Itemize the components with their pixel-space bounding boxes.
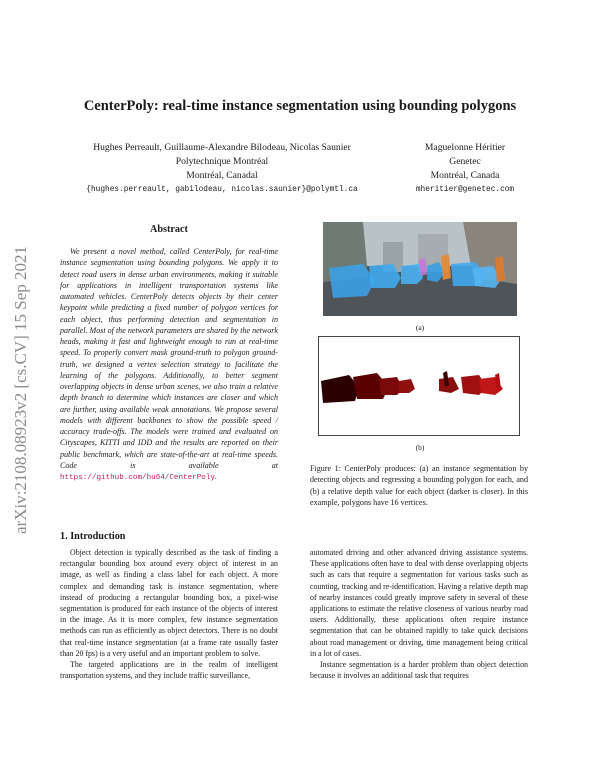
code-link[interactable]: https://github.com/hu64/CenterPoly	[60, 474, 215, 482]
figure-label-b: (b)	[415, 443, 425, 452]
abstract-text: We present a novel method, called CenterPoly, for real-time instance segmentation using bounding polygons. We apply it to detect road users in dense urban environments, making it suitable for applications in intelligent transportation systems like automated vehicles. CenterPoly detects objects by their center keypoint while predicting a fixed number of polygon vertices for each object, thus performing detection and segmentation in parallel. Most of the network parameters are shared by the network heads, making it fast and lightweight enough to run at real-time speed. To properly convert mask ground-truth to polygon ground-truth, we designed a vertex selection strategy to facilitate the learning of the polygons. Additionally, to better segment overlapping objects in dense urban scenes, we also train a relative depth branch to determine which instances are closer and which are further, using available weak annotations. We propose several models with different backbones to show the possible speed / accuracy trade-offs. The models were trained and evaluated on Cityscapes, KITTI and IDD and the results are reported on their public benchmark, which are state-of-the-art at real-time speeds. Code is available at	[60, 247, 278, 470]
author-city: Montréal, Canada	[430, 170, 500, 181]
arxiv-side-stamp	[4, 210, 34, 570]
author-name: Maguelonne Héritier	[424, 142, 506, 153]
abstract-heading: Abstract	[150, 224, 188, 235]
right-column-body	[310, 547, 528, 681]
intro-body	[60, 547, 278, 681]
figure-caption: Figure 1: CenterPoly produces: (a) an instance segmentation by detecting objects and regressing a bounding polygon for each, and (b) a relative depth value for each object (darker is closer). In this example, polygons have 16 vertices.	[310, 464, 528, 508]
author-city: Montréal, Canadal	[186, 170, 258, 181]
intro-paragraph: The targeted applications are in the realm of intelligent transportation systems, and they include traffic surveillance,	[60, 660, 278, 681]
figure-image-b	[318, 336, 520, 436]
paper-title: CenterPoly: real-time instance segmentation using bounding polygons	[83, 98, 517, 114]
figure-label-a: (a)	[415, 323, 425, 332]
intro-heading: 1. Introduction	[60, 531, 126, 542]
body-paragraph: automated driving and other advanced driving assistance systems. These applications often have to deal with dense overlapping objects such as cars that require a segmentation for various tasks such as counting, tracking and re-identification. Having a relative depth map of nearby instances could greatly improve safety in several of these applications to estimate the relative closeness of various nearby road users. Additionally, these applications often require instance segmentation that can be obtained rapidly to take quick decisions about road management or driving, time management being critical in a lot of cases.	[310, 548, 528, 658]
author-block-right	[400, 141, 530, 197]
body-paragraph: Instance segmentation is a harder problem than object detection because it involves an additional task that requires	[310, 660, 528, 681]
abstract-body: We present a novel method, called CenterPoly, for real-time instance segmentation using bounding polygons. We apply it to detect road users in dense urban environments, making it suitable for applications in intelligent transportation systems like automated vehicles. CenterPoly detects objects by their center keypoint while predicting a fixed number of polygon vertices for each object, thus performing detection and segmentation in parallel. Most of the network parameters are shared by the network heads, making it fast and lightweight enough to run at real-time speed. To properly convert mask ground-truth to polygon ground-truth, we designed a vertex selection strategy to facilitate the learning of the polygons. Additionally, to better segment overlapping objects in dense urban scenes, we also train a relative depth branch to determine which instances are closer and which are further, using available weak annotations. We propose several models with different backbones to show the possible speed / accuracy trade-offs. The models were trained and evaluated on Cityscapes, KITTI and IDD and the results are reported on their public benchmark, which are state-of-the-art at real-time speeds. Code is available at https://github.com/hu64/CenterPoly.	[60, 247, 278, 482]
author-email: mheritier@genetec.com	[415, 186, 515, 194]
author-names: Hughes Perreault, Guillaume-Alexandre Bilodeau, Nicolas Saunier	[93, 142, 351, 153]
author-affiliation: Polytechnique Montréal	[175, 156, 269, 167]
author-email: {hughes.perreault, gabilodeau, nicolas.saunier}@polymtl.ca	[86, 186, 358, 194]
author-affiliation: Genetec	[449, 156, 481, 167]
author-block-left	[52, 141, 392, 197]
figure-image-a	[323, 222, 517, 316]
arxiv-stamp-text: arXiv:2108.08923v2 [cs.CV] 15 Sep 2021	[11, 245, 30, 535]
intro-paragraph: Object detection is typically described as the task of finding a rectangular bounding box around every object of interest in an image, as well as finding a class label for each object. A more complex and demanding task is instance segmentation, where instead of producing a rectangular bounding box, a pixel-wise segmentation is produced for each instance of the objects of interest in the image. As it is more complex, few instance segmentation methods can run as efficiently as object detectors. There is no doubt that real-time instance segmentation (at a frame rate usually faster than 20 fps) is a very useful and an important problem to solve.	[60, 548, 278, 658]
